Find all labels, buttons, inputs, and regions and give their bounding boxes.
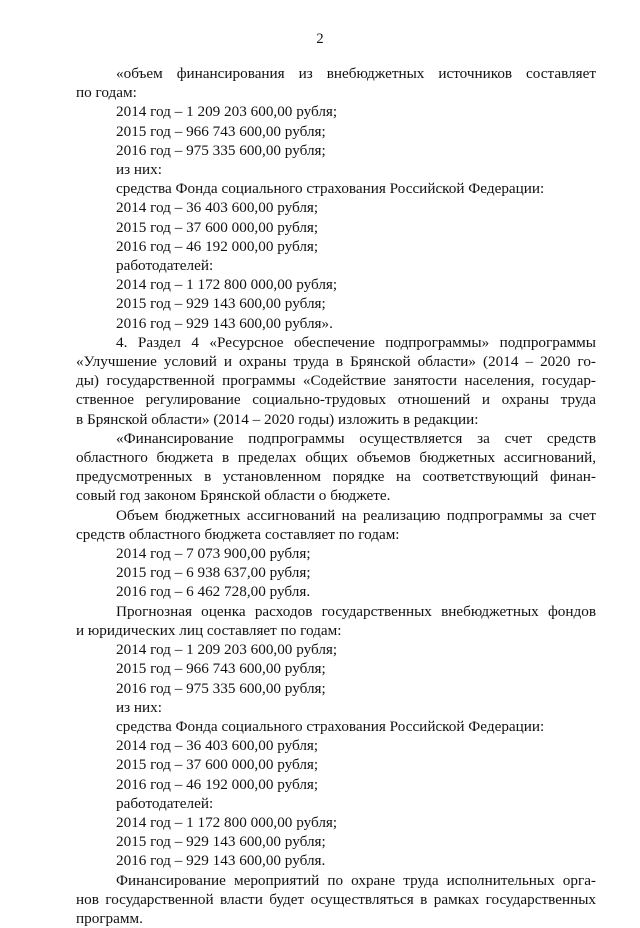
- year-amount-line: 2015 год – 929 143 600,00 рубля;: [116, 833, 326, 851]
- paragraph-line: работодателей:: [116, 257, 214, 275]
- page-number: 2: [316, 31, 324, 47]
- year-amount-line: 2014 год – 7 073 900,00 рубля;: [116, 545, 311, 563]
- year-amount-line: 2015 год – 37 600 000,00 рубля;: [116, 756, 319, 774]
- year-amount-line: 2014 год – 1 172 800 000,00 рубля;: [116, 813, 338, 831]
- paragraph-line: «Финансирование подпрограммы осуществляется за счет средств: [116, 429, 596, 447]
- year-amount-line: 2014 год – 36 403 600,00 рубля;: [116, 199, 319, 217]
- year-amount-line: 2014 год – 36 403 600,00 рубля;: [116, 737, 319, 755]
- paragraph-line: нов государственной власти будет осуществляться в рамках государственных: [76, 890, 596, 908]
- paragraph-line: «Улучшение условий и охраны труда в Брянской области» (2014 – 2020 го-: [76, 353, 596, 371]
- paragraph-line: 4. Раздел 4 «Ресурсное обеспечение подпрограммы» подпрограммы: [116, 333, 596, 351]
- paragraph-line: Финансирование мероприятий по охране труда исполнительных орга-: [116, 871, 596, 889]
- year-amount-line: 2016 год – 975 335 600,00 рубля;: [116, 679, 326, 697]
- year-amount-line: 2016 год – 46 192 000,00 рубля;: [116, 237, 319, 255]
- paragraph-line: ственное регулирование социально-трудовых отношений и охраны труда: [76, 391, 596, 409]
- paragraph-line: Объем бюджетных ассигнований на реализацию подпрограммы за счет: [116, 506, 596, 524]
- paragraph-line: средства Фонда социального страхования Российской Федерации:: [116, 180, 545, 198]
- year-amount-line: 2015 год – 966 743 600,00 рубля;: [116, 122, 326, 140]
- paragraph-line: областного бюджета в пределах общих объемов бюджетных ассигнований,: [76, 449, 596, 467]
- paragraph-line: предусмотренных в установленном порядке на соответствующий финан-: [76, 468, 596, 486]
- year-amount-line: 2015 год – 6 938 637,00 рубля;: [116, 564, 311, 582]
- document-body: [76, 64, 596, 928]
- year-amount-line: 2016 год – 929 143 600,00 рубля.: [116, 852, 326, 870]
- year-amount-line: 2015 год – 929 143 600,00 рубля;: [116, 295, 326, 313]
- year-amount-line: 2014 год – 1 172 800 000,00 рубля;: [116, 276, 338, 294]
- paragraph-line: «объем финансирования из внебюджетных источников составляет: [116, 65, 596, 82]
- paragraph-line: ды) государственной программы «Содействие занятости населения, государ-: [76, 372, 596, 390]
- paragraph-line: работодателей:: [116, 794, 214, 812]
- year-amount-line: 2015 год – 37 600 000,00 рубля;: [116, 218, 319, 236]
- year-amount-line: 2014 год – 1 209 203 600,00 рубля;: [116, 641, 338, 659]
- paragraph-line: и юридических лиц составляет по годам:: [76, 621, 342, 639]
- year-amount-line: 2014 год – 1 209 203 600,00 рубля;: [116, 103, 338, 121]
- paragraph-line: в Брянской области» (2014 – 2020 годы) изложить в редакции:: [76, 410, 479, 428]
- year-amount-line: 2016 год – 929 143 600,00 рубля».: [116, 314, 333, 332]
- paragraph-line: из них:: [116, 161, 162, 179]
- year-amount-line: 2016 год – 975 335 600,00 рубля;: [116, 141, 326, 159]
- paragraph-line: программ.: [76, 909, 143, 927]
- year-amount-line: 2016 год – 46 192 000,00 рубля;: [116, 775, 319, 793]
- paragraph-line: Прогнозная оценка расходов государственных внебюджетных фондов: [116, 602, 596, 620]
- paragraph-line: совый год законом Брянской области о бюджете.: [76, 487, 391, 505]
- paragraph-line: средства Фонда социального страхования Российской Федерации:: [116, 717, 545, 735]
- paragraph-line: из них:: [116, 698, 162, 716]
- paragraph-line: по годам:: [76, 84, 137, 102]
- paragraph-line: средств областного бюджета составляет по годам:: [76, 525, 400, 543]
- year-amount-line: 2016 год – 6 462 728,00 рубля.: [116, 583, 311, 601]
- year-amount-line: 2015 год – 966 743 600,00 рубля;: [116, 660, 326, 678]
